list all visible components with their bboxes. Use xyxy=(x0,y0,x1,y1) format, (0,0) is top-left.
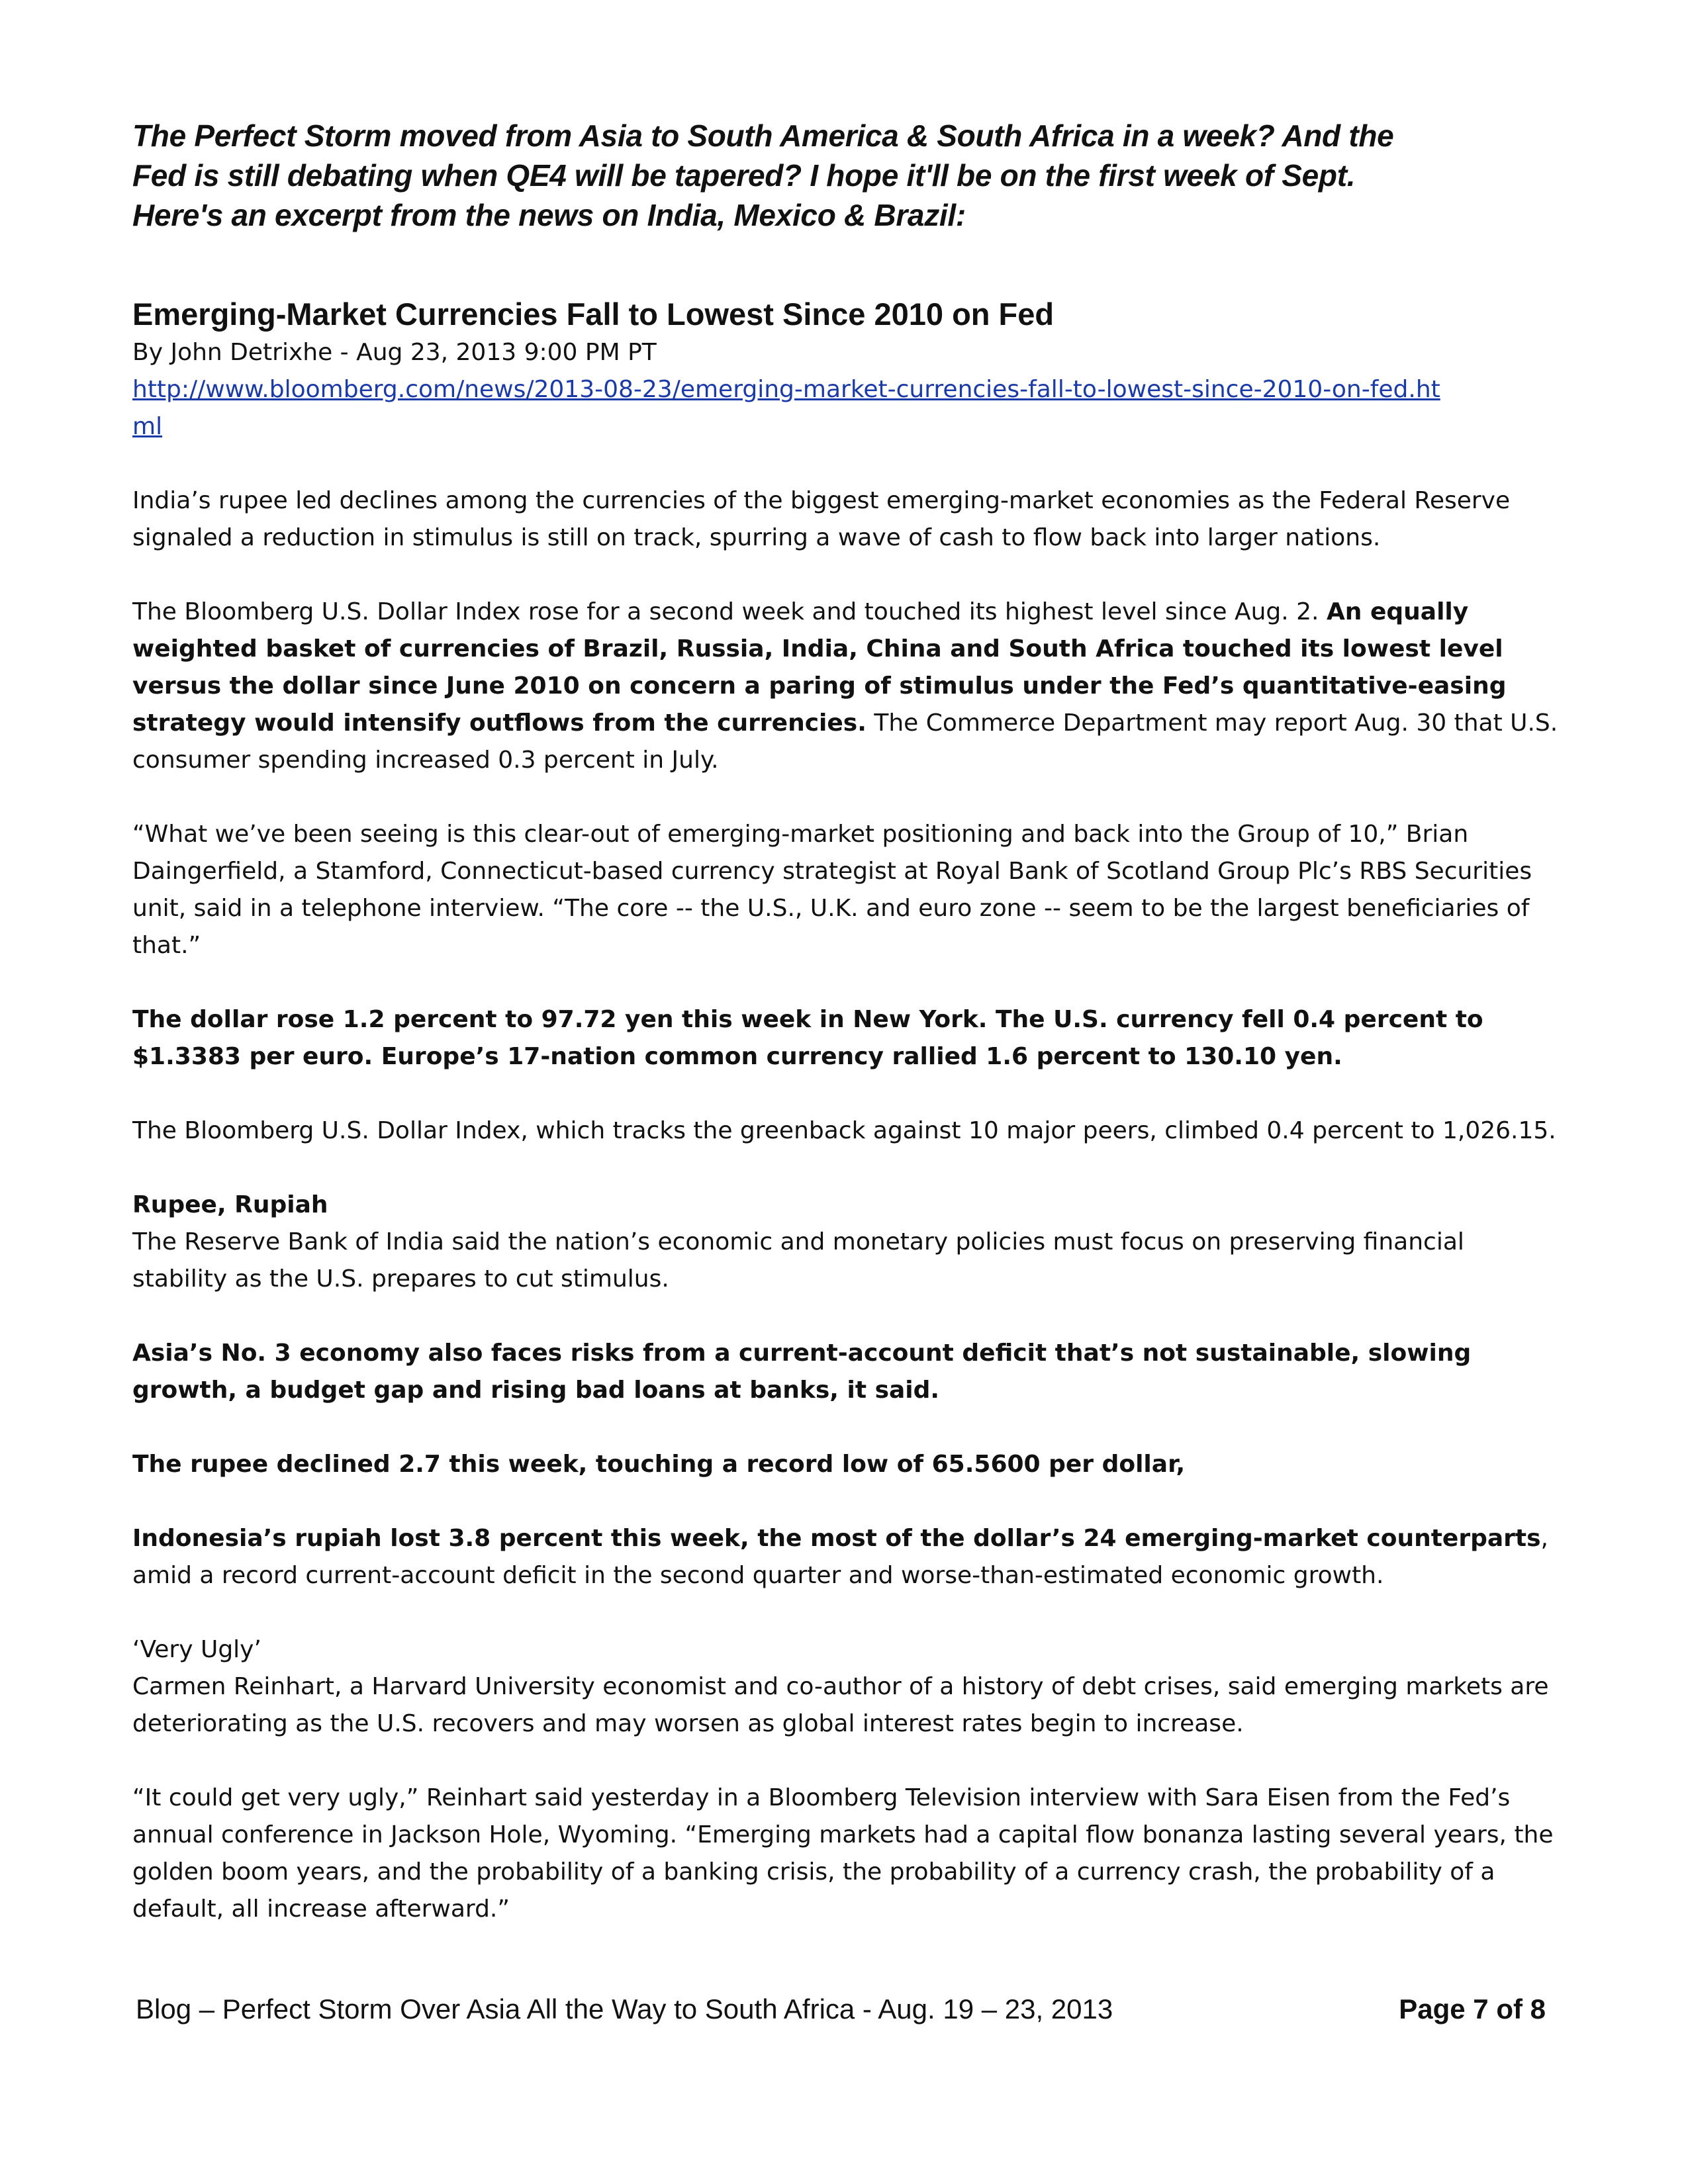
section-title-very-ugly: ‘Very Ugly’ xyxy=(132,1636,261,1663)
section-text-very-ugly: Carmen Reinhart, a Harvard University economist and co-author of a history of debt crises, said emerging markets are deteriorating as the U.S. recovers and may worsen as global interest rates begin to increase. xyxy=(132,1673,1549,1737)
section-rupee-rupiah xyxy=(132,1187,1562,1298)
page-separator: of xyxy=(1488,1993,1530,2025)
section-very-ugly xyxy=(132,1631,1562,1743)
document-page xyxy=(132,116,1562,1928)
page-prefix: Page xyxy=(1399,1993,1474,2025)
section-text-rupee-rupiah: The Reserve Bank of India said the nation’s economic and monetary policies must focus on preserving financial stability as the U.S. prepares to cut stimulus. xyxy=(132,1228,1464,1293)
paragraph-8-highlight: Indonesia’s rupiah lost 3.8 percent this week, the most of the dollar’s 24 emerging-market counterparts xyxy=(132,1525,1541,1552)
paragraph-7-rupee-decline: The rupee declined 2.7 this week, touching a record low of 65.5600 per dollar, xyxy=(132,1451,1186,1478)
paragraph-2-intro: The Bloomberg U.S. Dollar Index rose for a second week and touched its highest level since Aug. 2. xyxy=(132,598,1327,625)
paragraph-4-exchange-rates: The dollar rose 1.2 percent to 97.72 yen this week in New York. The U.S. currency fell 0.4 percent to $1.3383 per euro. Europe’s 17-nation common currency rallied 1.6 percent to 130.10 yen. xyxy=(132,1006,1483,1070)
intro-line-2: Fed is still debating when QE4 will be tapered? I hope it'll be on the first week of Sept. xyxy=(132,158,1356,193)
article-headline: Emerging-Market Currencies Fall to Lowest Since 2010 on Fed xyxy=(132,296,1055,332)
paragraph-2 xyxy=(132,594,1562,779)
page-total: 8 xyxy=(1530,1993,1546,2025)
paragraph-3-quote: “What we’ve been seeing is this clear-out of emerging-market positioning and back into the Group of 10,” Brian Daingerfield, a Stamford, Connecticut-based currency strategist at Royal Bank of Scotland Group Plc’s RBS Securities unit, said in a telephone interview. “The core -- the U.S., U.K. and euro zone -- seem to be the largest beneficiaries of that.” xyxy=(132,821,1532,959)
paragraph-2-outro: The Commerce Department may report Aug. 30 that U.S. consumer spending increased 0.3 percent in July. xyxy=(132,709,1558,774)
paragraph-1: India’s rupee led declines among the currencies of the biggest emerging-market economies as the Federal Reserve signaled a reduction in stimulus is still on track, spurring a wave of cash to flow back into larger nations. xyxy=(132,487,1511,551)
paragraph-8-rupiah xyxy=(132,1520,1562,1594)
paragraph-6-risks: Asia’s No. 3 economy also faces risks from a current-account deficit that’s not sustainable, slowing growth, a budget gap and rising bad loans at banks, it said. xyxy=(132,1340,1472,1404)
paragraph-2-highlight: An equally weighted basket of currencies of Brazil, Russia, India, China and South Africa touched its lowest level versus the dollar since June 2010 on concern a paring of stimulus under the Fed’s quantitative-easing strategy would intensify outflows from the currencies. xyxy=(132,598,1507,737)
paragraph-5-dollar-index: The Bloomberg U.S. Dollar Index, which tracks the greenback against 10 major peers, climbed 0.4 percent to 1,026.15. xyxy=(132,1117,1556,1144)
intro-commentary xyxy=(132,116,1562,235)
page-current: 7 xyxy=(1473,1993,1489,2025)
paragraph-9-reinhart-quote: “It could get very ugly,” Reinhart said yesterday in a Bloomberg Television interview with Sara Eisen from the Fed’s annual conference in Jackson Hole, Wyoming. “Emerging markets had a capital flow bonanza lasting several years, the golden boom years, and the probability of a banking crisis, the probability of a currency crash, the probability of a default, all increase afterward.” xyxy=(132,1784,1554,1923)
intro-line-1: The Perfect Storm moved from Asia to South America & South Africa in a week? And the xyxy=(132,118,1394,153)
article-byline: By John Detrixhe - Aug 23, 2013 9:00 PM PT xyxy=(132,339,657,366)
intro-line-3: Here's an excerpt from the news on India, Mexico & Brazil: xyxy=(132,198,966,232)
footer-title: Blog – Perfect Storm Over Asia All the Way to South Africa - Aug. 19 – 23, 2013 xyxy=(136,1993,1113,2025)
page-number xyxy=(1399,1991,1546,2028)
article-url-link[interactable]: http://www.bloomberg.com/news/2013-08-23/emerging-market-currencies-fall-to-lowest-since-2010-on-fed.html xyxy=(132,376,1440,440)
section-title-rupee-rupiah: Rupee, Rupiah xyxy=(132,1191,328,1218)
paragraph-8-rest: , amid a record current-account deficit in the second quarter and worse-than-estimated economic growth. xyxy=(132,1525,1548,1589)
